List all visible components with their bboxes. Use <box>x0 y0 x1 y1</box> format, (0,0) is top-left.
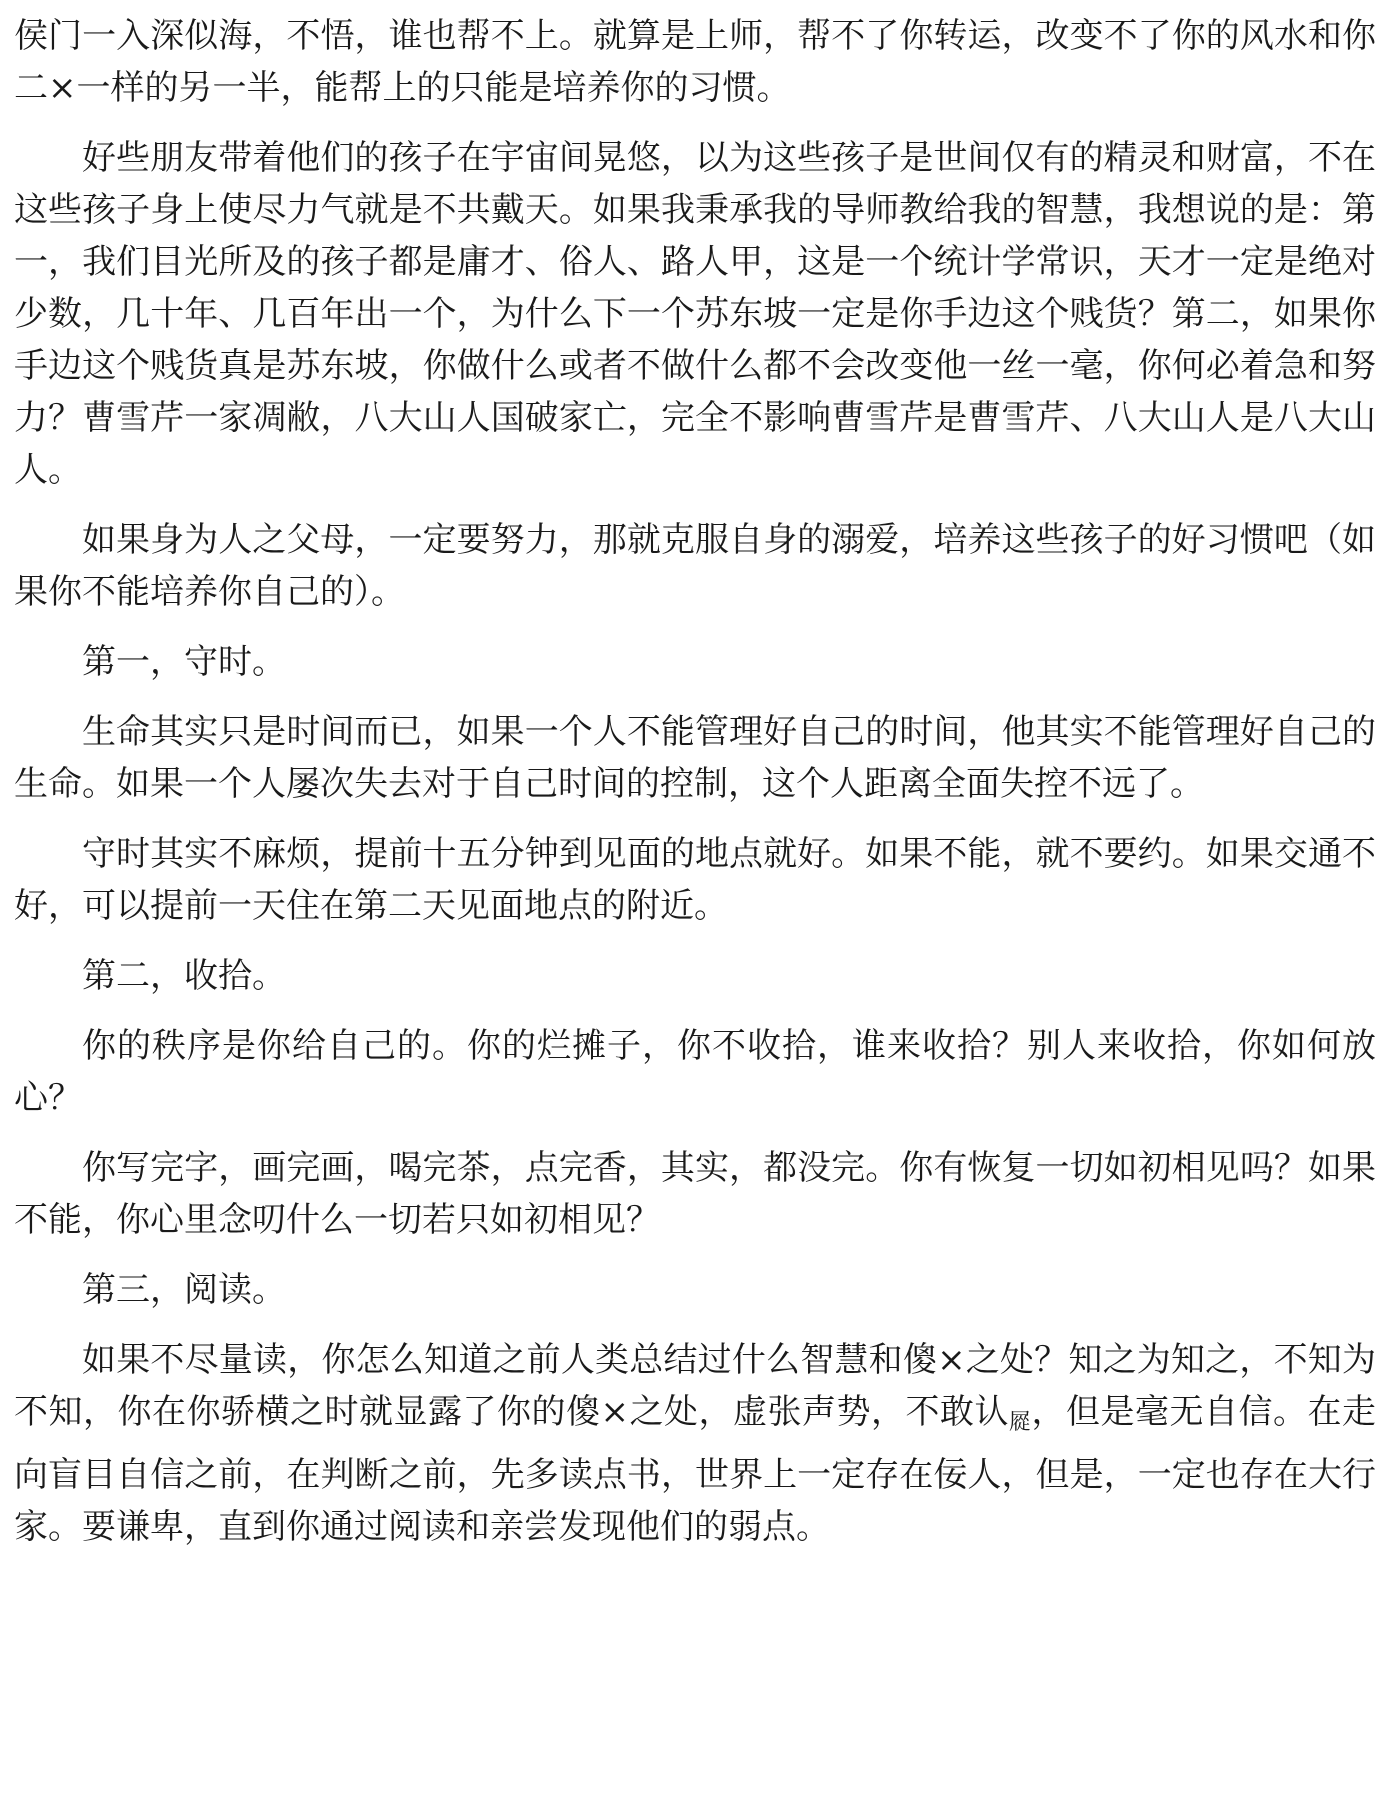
paragraph: 好些朋友带着他们的孩子在宇宙间晃悠，以为这些孩子是世间仅有的精灵和财富，不在这些孩子身上使尽力气就是不共戴天。如果我秉承我的导师教给我的智慧，我想说的是：第一，我们目光所及的孩子都是庸才、俗人、路人甲，这是一个统计学常识，天才一定是绝对少数，几十年、几百年出一个，为什么下一个苏东坡一定是你手边这个贱货？第二，如果你手边这个贱货真是苏东坡，你做什么或者不做什么都不会改变他一丝一毫，你何必着急和努力？曹雪芹一家凋敝，八大山人国破家亡，完全不影响曹雪芹是曹雪芹、八大山人是八大山人。 <box>14 138 1376 490</box>
paragraph: 如果身为人之父母，一定要努力，那就克服自身的溺爱，培养这些孩子的好习惯吧（如果你不能培养你自己的）。 <box>14 520 1376 612</box>
paragraph: 生命其实只是时间而已，如果一个人不能管理好自己的时间，他其实不能管理好自己的生命。如果一个人屡次失去对于自己时间的控制，这个人距离全面失控不远了。 <box>14 712 1376 804</box>
paragraph: 你的秩序是你给自己的。你的烂摊子，你不收拾，谁来收拾？别人来收拾，你如何放心？ <box>14 1026 1376 1118</box>
document-page <box>14 10 1376 1571</box>
paragraph-text-part2: ，但是毫无自信。在走向盲目自信之前，在判断之前，先多读点书，世界上一定存在佞人，但是，一定也存在大行家。要谦卑，直到你通过阅读和亲尝发现他们的弱点。 <box>14 1392 1376 1547</box>
section-heading: 第三，阅读。 <box>82 1270 286 1310</box>
paragraph: 你写完字，画完画，喝完茶，点完香，其实，都没完。你有恢复一切如初相见吗？如果不能，你心里念叨什么一切若只如初相见？ <box>14 1148 1376 1240</box>
paragraph: 侯门一入深似海，不悟，谁也帮不上。就算是上师，帮不了你转运，改变不了你的风水和你二×一样的另一半，能帮上的只能是培养你的习惯。 <box>14 16 1376 108</box>
section-heading: 第一，守时。 <box>82 642 286 682</box>
section-heading: 第二，收拾。 <box>82 956 286 996</box>
small-character: 㞞 <box>1008 1410 1032 1435</box>
paragraph: 守时其实不麻烦，提前十五分钟到见面的地点就好。如果不能，就不要约。如果交通不好，可以提前一天住在第二天见面地点的附近。 <box>14 834 1376 926</box>
paragraph-text-part1: 如果不尽量读，你怎么知道之前人类总结过什么智慧和傻×之处？知之为知之，不知为不知，你在你骄横之时就显露了你的傻×之处，虚张声势，不敢认 <box>14 1340 1376 1432</box>
paragraph-last <box>14 1334 1376 1553</box>
